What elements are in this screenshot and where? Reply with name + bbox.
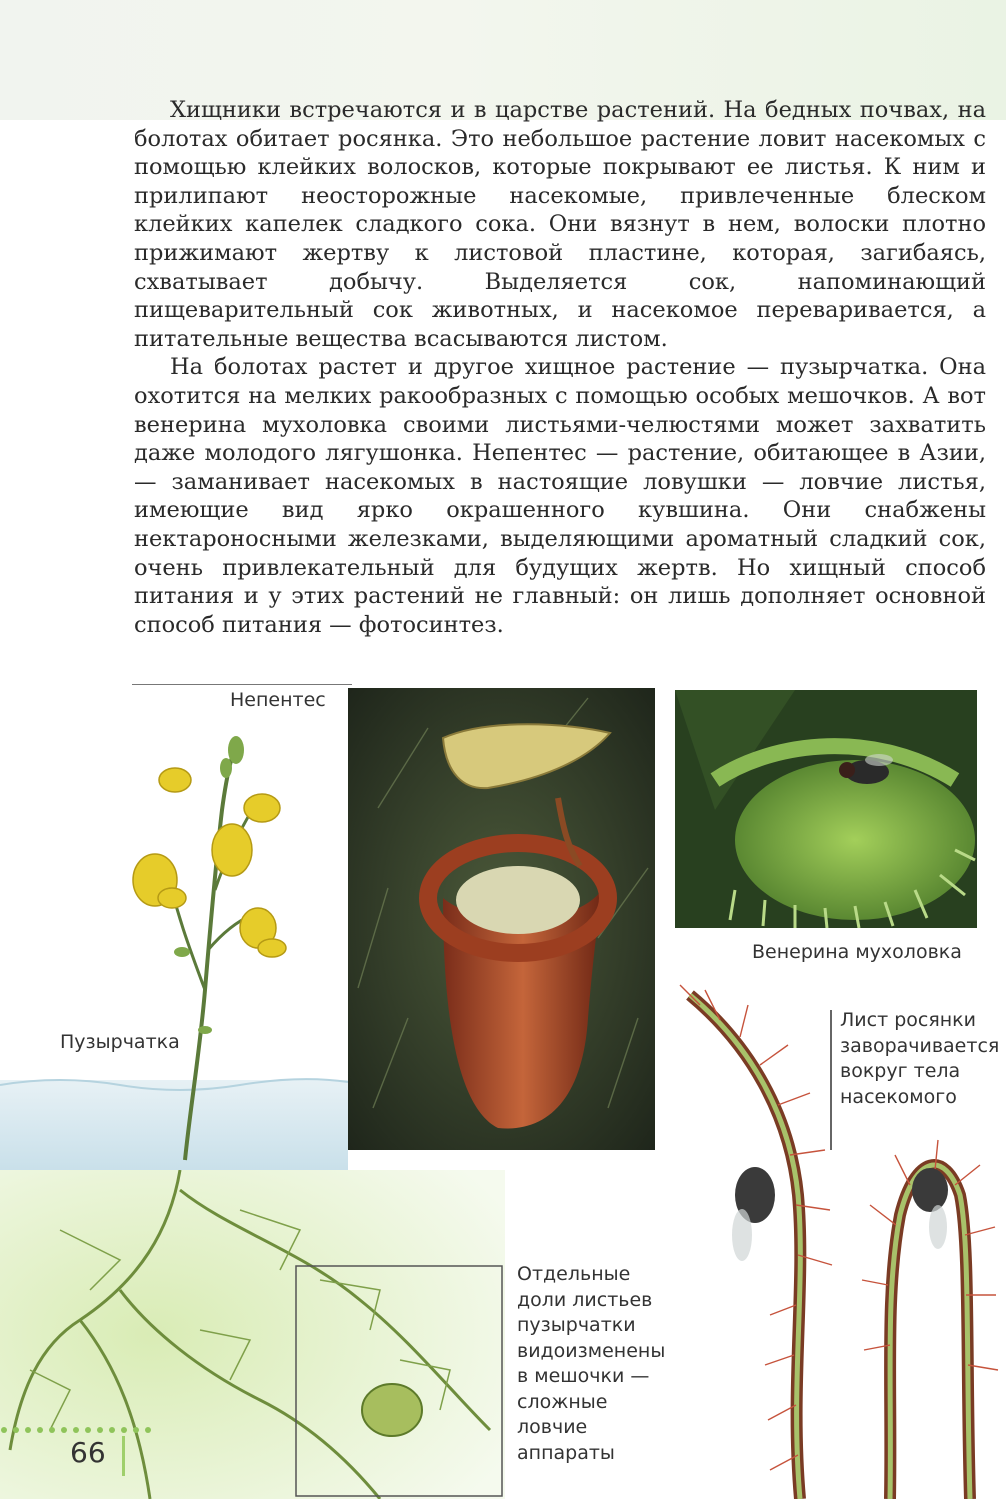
bladder-caption-line-5: в мешочки —: [517, 1365, 650, 1387]
caption-nepenthes: Непентес: [230, 689, 326, 711]
bladder-caption-line-7: ловчие: [517, 1416, 588, 1438]
page-margin-bar: [122, 1436, 125, 1476]
bladder-caption-line-4: видоизменены: [517, 1339, 666, 1362]
venus-flytrap-image: [675, 690, 977, 928]
bladder-trap: [362, 1384, 422, 1436]
main-text: [134, 96, 986, 639]
bladderwort-illustration: [0, 690, 348, 1170]
paragraph-1: Хищники встречаются и в царстве растений. На бедных почвах, на болотах обитает росянка. Это небольшое растение ловит насекомых с помощью клейких волосков, которые покрывают ее листья. К ним и прилипают неосторожные насекомые, привлеченные блеском клейких капелек сладкого сока. Они вязнут в нем, волоски плотно прижимают жертву к листовой пластине, которая, загибаясь, схватывает добычу. Выделяется сок, напоминающий пищеварительный сок животных, и насекомое переваривается, а питательные вещества всасываются листом.: [134, 97, 986, 352]
bladderwort-plant-drawing: [0, 690, 348, 1170]
page-number: 66: [70, 1436, 106, 1469]
sundew-photo: [670, 965, 1006, 1499]
page-dots-decoration: [0, 1426, 160, 1434]
sundew-caption-line-4: насекомого: [840, 1085, 957, 1108]
caption-venus-flytrap: Венерина мухоловка: [752, 941, 962, 963]
sundew-caption-line-3: вокруг тела: [840, 1060, 961, 1082]
caption-rule: [132, 684, 352, 685]
bladder-caption-line-1: Отдельные: [517, 1263, 631, 1285]
water-surface: [0, 1080, 348, 1170]
sundew-caption-line-2: заворачивается: [840, 1034, 1000, 1057]
nepenthes-photo: [348, 688, 655, 1150]
caption-bladder-traps: [517, 1262, 665, 1466]
paragraph-2: На болотах растет и другое хищное растение — пузырчатка. Она охотится на мелких ракообразных с помощью особых мешочков. А вот венерина мухоловка своими листьями-челюстями может захватить даже молодого лягушонка. Непентес — растение, обитающее в Азии, — заманивает насекомых в настоящие ловушки — ловчие листья, имеющие вид ярко окрашенного кувшина. Они снабжены нектароносными железками, выделяющими ароматный сладкий сок, очень привлекательный для будущих жертв. Но хищный способ питания и у этих растений не главный: он лишь дополняет основной способ питания — фотосинтез.: [134, 354, 986, 638]
bladder-caption-line-3: пузырчатки: [517, 1314, 636, 1336]
caption-bladderwort: Пузырчатка: [60, 1031, 180, 1053]
venus-flytrap-photo: [675, 690, 977, 928]
bladder-caption-line-6: сложные: [517, 1390, 608, 1413]
bladder-caption-line-8: аппараты: [517, 1441, 615, 1464]
sundew-leaves-image: [670, 965, 1006, 1499]
sundew-caption-line-1: Лист росянки: [840, 1009, 976, 1031]
bladder-caption-line-2: доли листьев: [517, 1288, 653, 1311]
nepenthes-pitcher-image: [348, 688, 655, 1150]
